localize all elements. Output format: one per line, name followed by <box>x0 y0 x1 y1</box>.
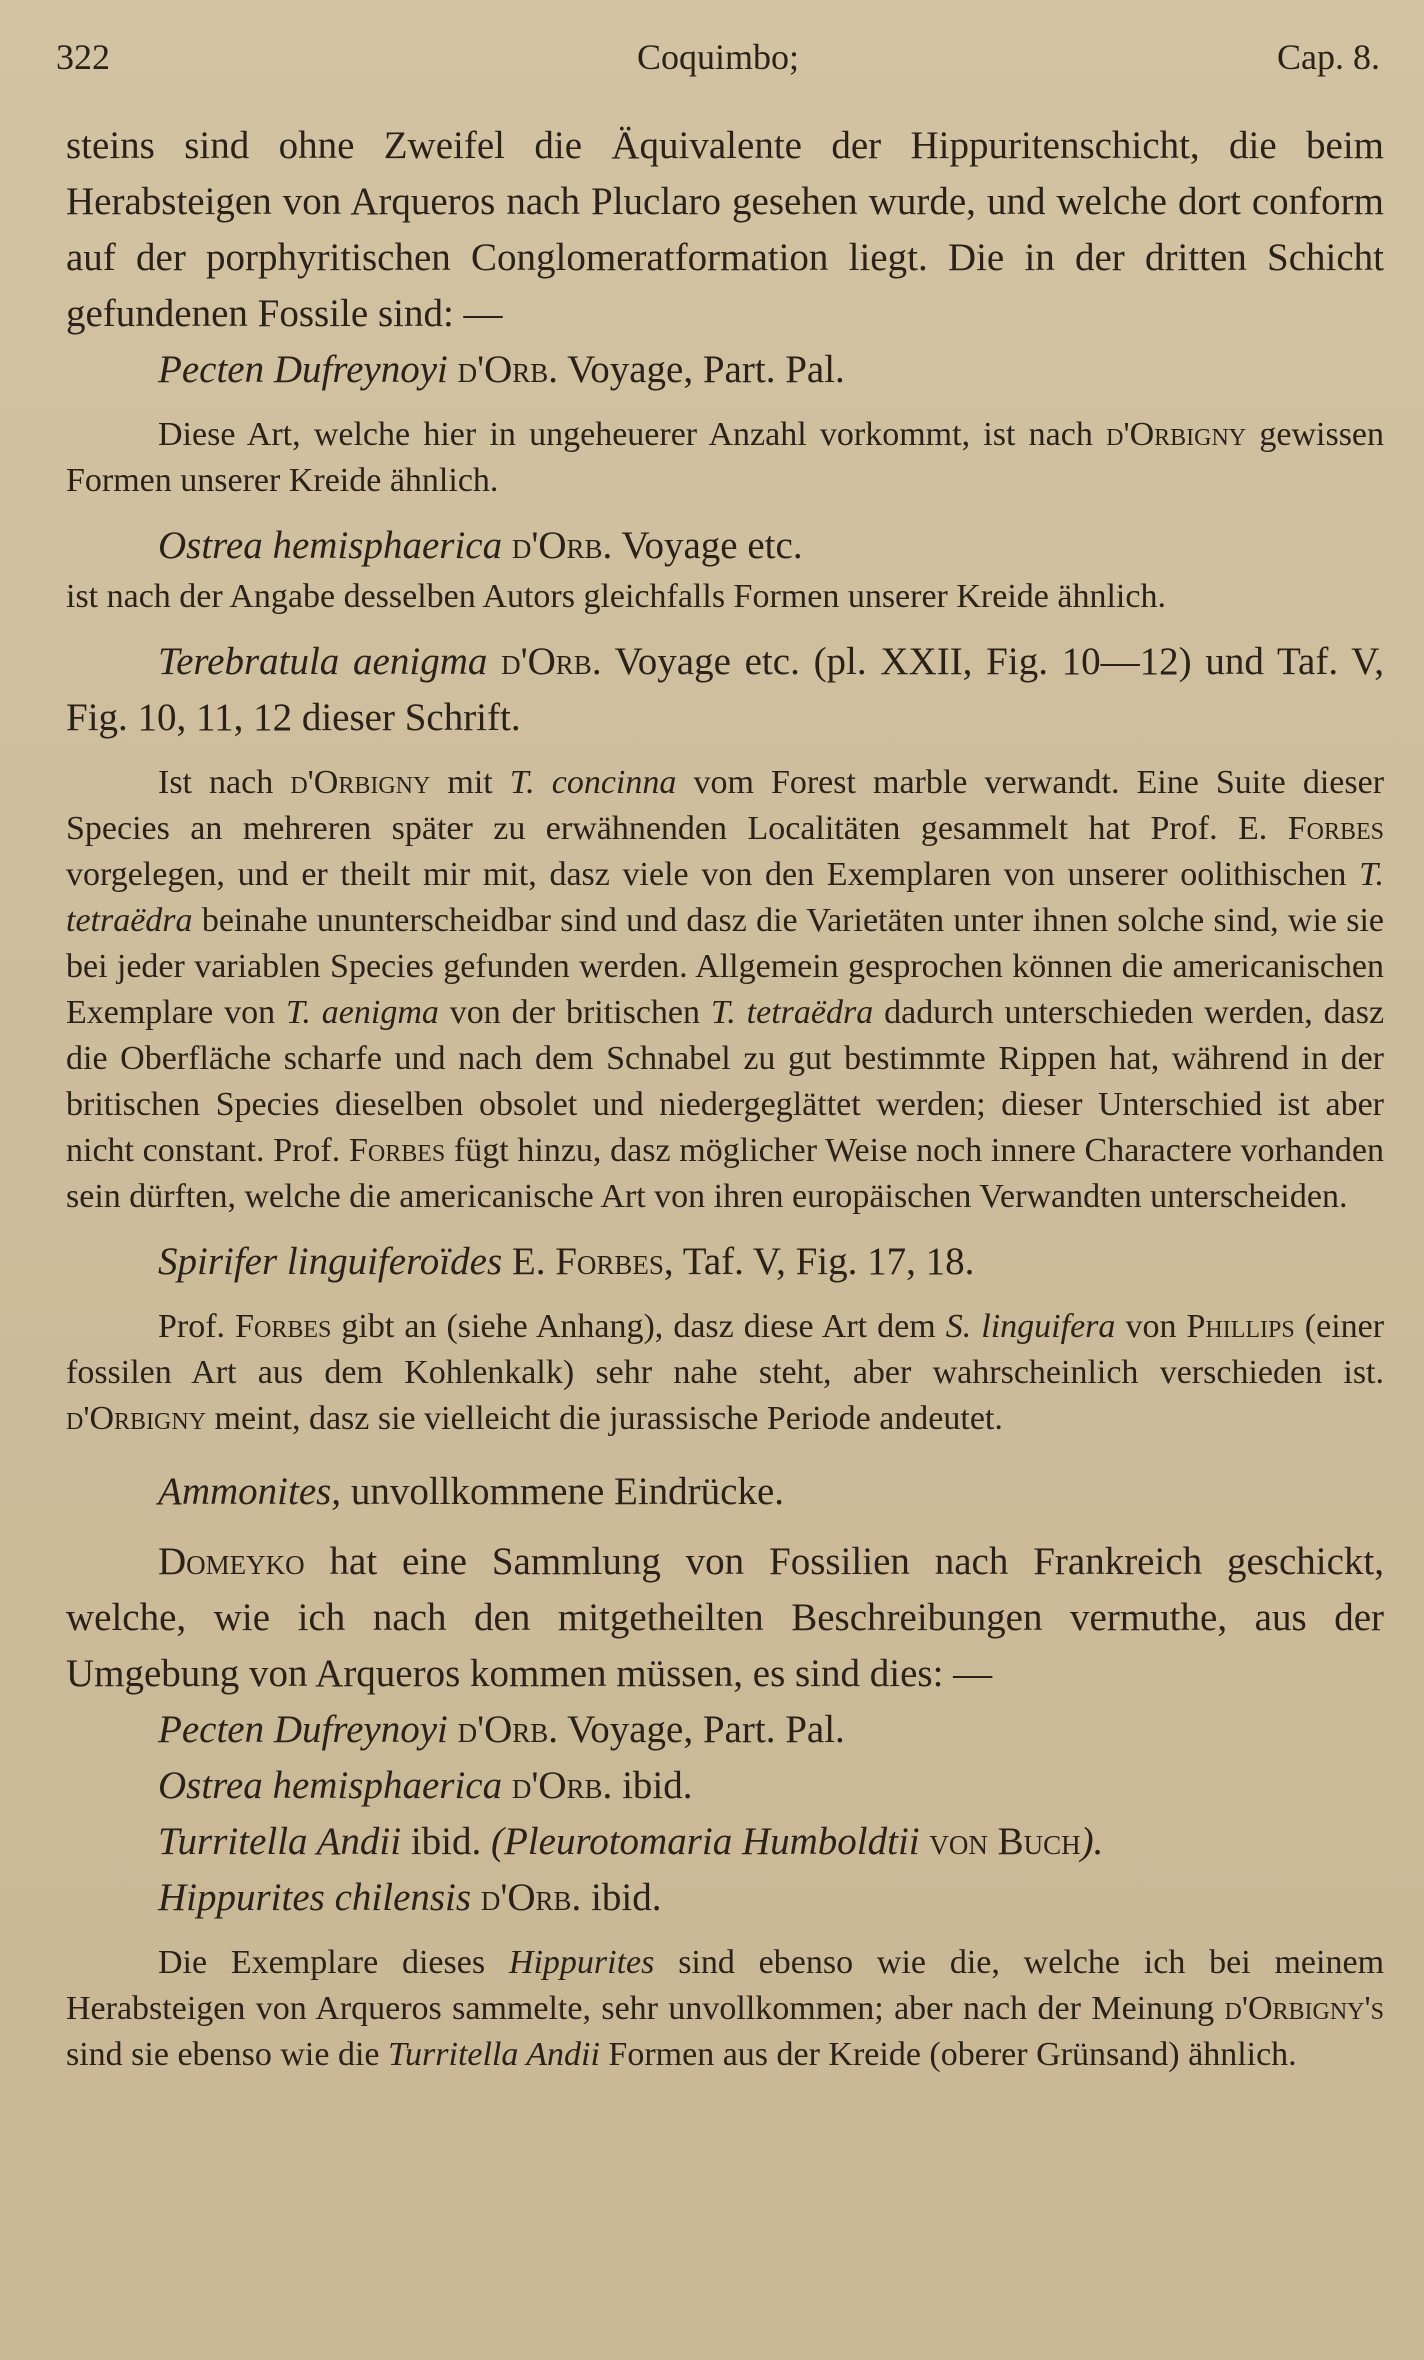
list-item-hippurites: Hippurites chilensis d'Orb. ibid. <box>158 1876 662 1919</box>
chapter-label: Cap. 8. <box>1277 37 1380 77</box>
paragraph-4: Ist nach d'Orbigny mit T. concinna vom Forest marble verwandt. Eine Suite dieser Species an mehreren später zu erwähnenden Localitäten gesammelt hat Prof. E. Forbes vorgelegen, und er theilt mir mit, dasz viele von den Exemplaren von unserer oolithischen T. tetraëdra beinahe ununterscheidbar sind und dasz die Varietäten unter ihnen solche sind, wie sie bei jeder variablen Species gefunden werden. Allgemein gesprochen können die americanischen Exemplare von T. aenigma von der britischen T. tetraëdra dadurch unterschieden werden, dasz die Oberfläche scharfe und nach dem Schnabel zu gut bestimmte Rippen hat, während in der britischen Species dieselben obsolet und niedergeglättet werden; dieser Unterschied ist aber nicht constant. Prof. Forbes fügt hinzu, dasz möglicher Weise noch innere Charactere vorhanden sein dürften, welche die americanische Art von ihren europäischen Verwandten unterscheiden. <box>66 764 1385 1215</box>
species-heading-pecten: Pecten Dufreynoyi d'Orb. Voyage, Part. Pal. <box>158 348 845 391</box>
list-item-turritella: Turritella Andii ibid. (Pleurotomaria Humboldtii von Buch). <box>158 1820 1104 1863</box>
running-title: Coquimbo; <box>636 37 800 77</box>
page-header <box>56 36 1380 96</box>
paragraph-2: Diese Art, welche hier in ungeheuerer Anzahl vorkommt, ist nach d'Orbigny gewissen Formen unserer Kreide ähnlich. <box>66 416 1385 499</box>
species-heading-terebratula: Terebratula aenigma d'Orb. Voyage etc. (pl. XXII, Fig. 10—12) und Taf. V, Fig. 10, 11, 12 dieser Schrift. <box>66 640 1385 739</box>
list-item-ostrea: Ostrea hemisphaerica d'Orb. ibid. <box>158 1764 693 1807</box>
paragraph-6: Domeyko hat eine Sammlung von Fossilien nach Frankreich geschickt, welche, wie ich nach den mitgetheilten Beschreibungen vermuthe, aus der Umgebung von Arqueros kommen müssen, es sind dies: — <box>66 1540 1385 1695</box>
species-heading-ammonites: Ammonites, unvollkommene Eindrücke. <box>158 1470 785 1513</box>
paragraph-1: steins sind ohne Zweifel die Äquivalente der Hippuritenschicht, die beim Herabsteigen von Arqueros nach Pluclaro gesehen wurde, und welche dort conform auf der porphyritischen Conglomeratformation liegt. Die in der dritten Schicht gefundenen Fossile sind: — <box>66 124 1384 335</box>
paragraph-3: ist nach der Angabe desselben Autors gleichfalls Formen unserer Kreide ähnlich. <box>66 578 1166 615</box>
paragraph-7: Die Exemplare dieses Hippurites sind ebenso wie die, welche ich bei meinem Herabsteigen von Arqueros sammelte, sehr unvollkommen; aber nach der Meinung d'Orbigny's sind sie ebenso wie die Turritella Andii Formen aus der Kreide (oberer Grünsand) ähnlich. <box>66 1944 1385 2073</box>
species-heading-spirifer: Spirifer linguiferoïdes E. Forbes, Taf. V, Fig. 17, 18. <box>158 1240 975 1283</box>
species-heading-ostrea: Ostrea hemisphaerica d'Orb. Voyage etc. <box>158 524 803 567</box>
list-item-pecten: Pecten Dufreynoyi d'Orb. Voyage, Part. Pal. <box>158 1708 845 1751</box>
page-number: 322 <box>56 37 110 77</box>
page-body <box>66 118 1384 2078</box>
paragraph-5: Prof. Forbes gibt an (siehe Anhang), dasz diese Art dem S. linguifera von Phillips (einer fossilen Art aus dem Kohlenkalk) sehr nahe steht, aber wahrscheinlich verschieden ist. d'Orbigny meint, dasz sie vielleicht die jurassische Periode andeutet. <box>66 1308 1385 1437</box>
